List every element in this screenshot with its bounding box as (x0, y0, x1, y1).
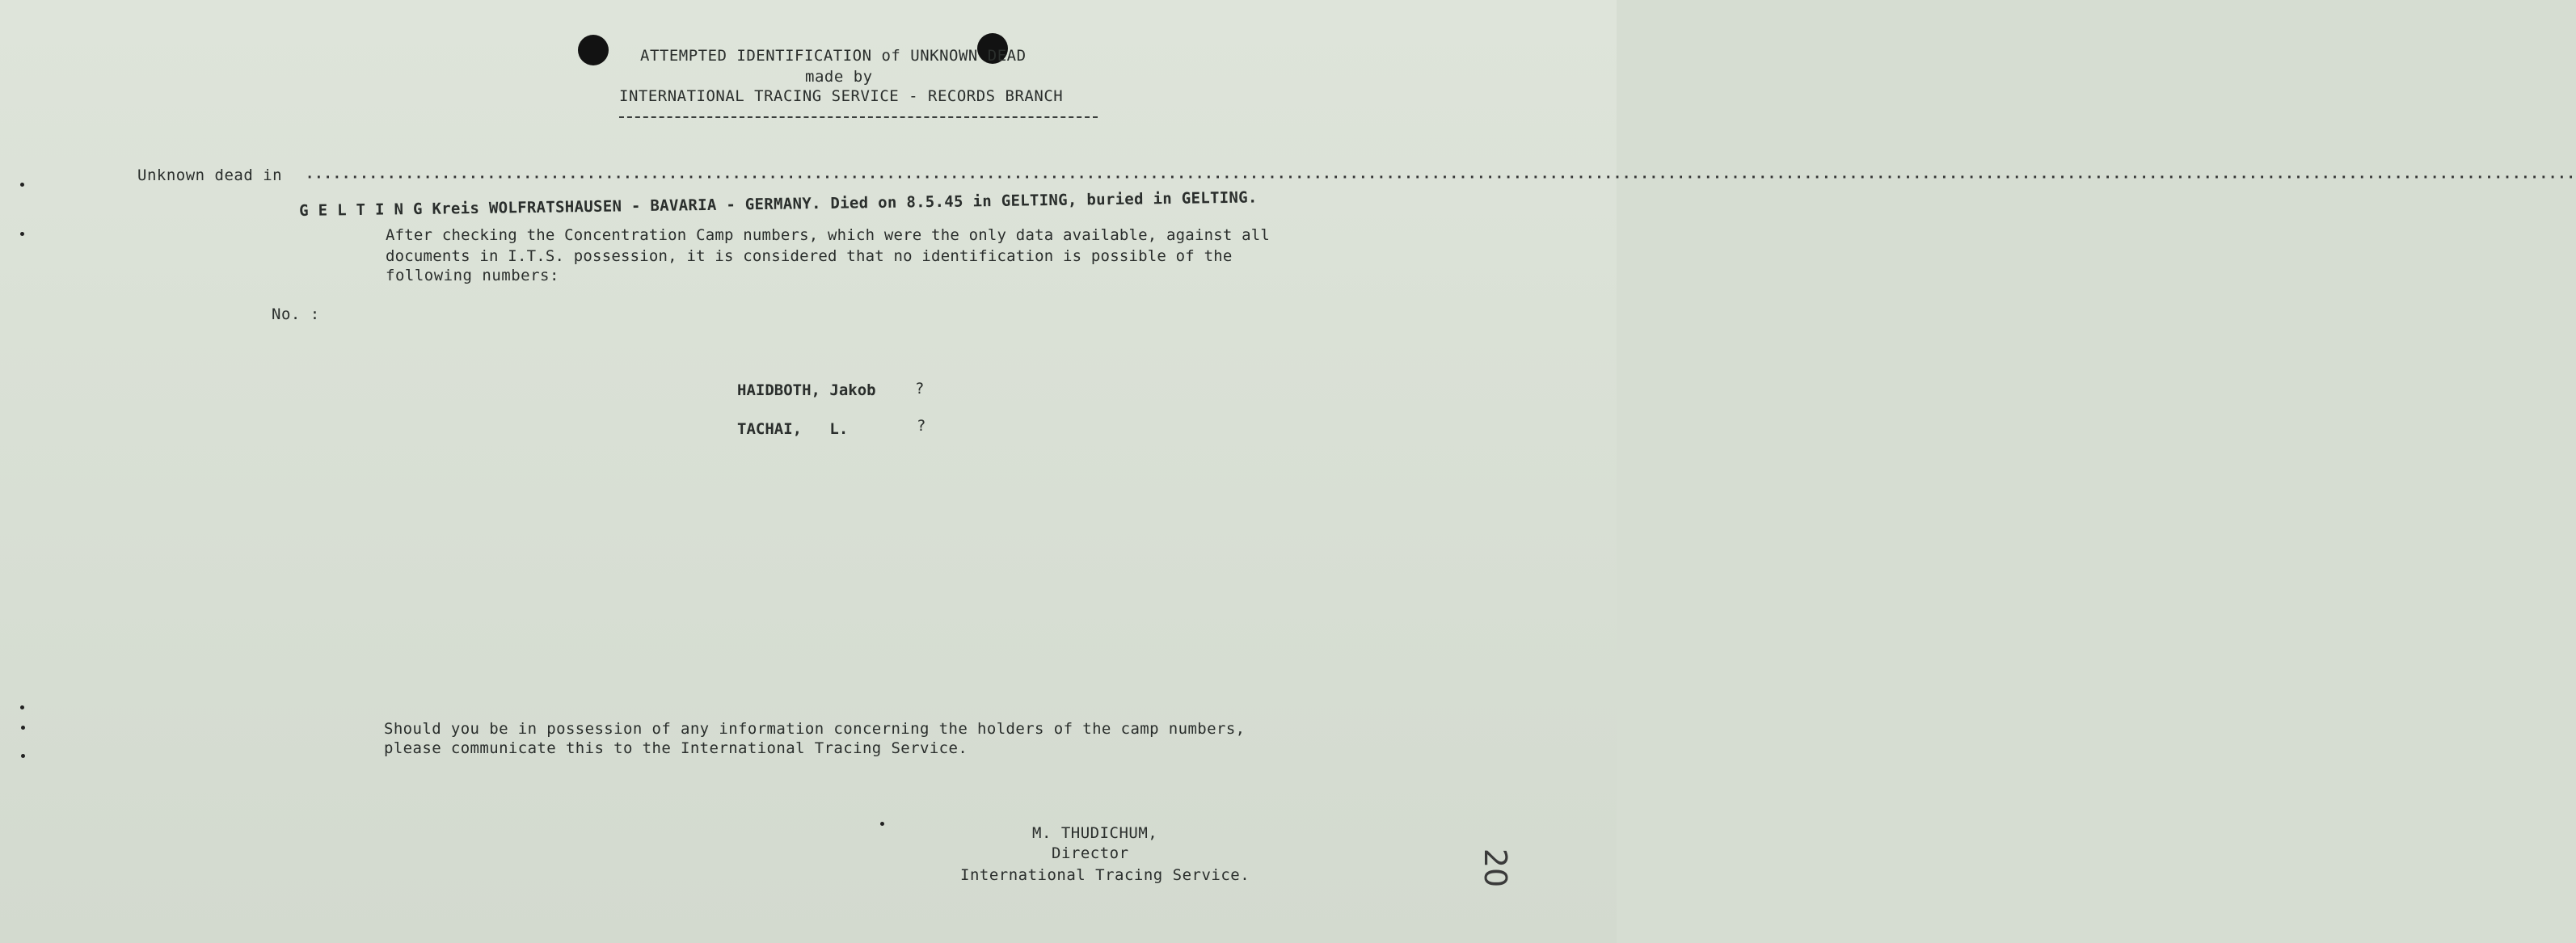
body-line-1: After checking the Concentration Camp numbers, which were the only data available, against all (386, 226, 1271, 244)
entry-name-1: HAIDBOTH, Jakob (737, 381, 876, 399)
dotted-leader: ·························································································································································································································································· (306, 170, 2576, 186)
signature-name: M. THUDICHUM, (1032, 824, 1158, 842)
entry-mark-1: ? (915, 380, 925, 398)
margin-mark (20, 705, 24, 709)
margin-mark (20, 183, 24, 187)
header-subtitle: made by (805, 68, 873, 86)
number-label: No. : (272, 305, 320, 323)
signature-title: Director (1052, 844, 1129, 862)
header-organization: INTERNATIONAL TRACING SERVICE - RECORDS BRANCH (619, 87, 1064, 105)
margin-mark (21, 754, 25, 758)
closing-line-2: please communicate this to the International Tracing Service. (384, 739, 968, 757)
body-line-3: following numbers: (386, 267, 559, 284)
signature-organization: International Tracing Service. (960, 866, 1250, 884)
page-number: 20 (1478, 848, 1514, 888)
margin-mark (880, 822, 884, 826)
unknown-dead-label: Unknown dead in (137, 166, 283, 184)
location-line: G E L T I N G Kreis WOLFRATSHAUSEN - BAVARIA - GERMANY. Died on 8.5.45 in GELTING, buried in GELTING. (299, 188, 1258, 220)
margin-mark (20, 232, 24, 236)
header-title: ATTEMPTED IDENTIFICATION of UNKNOWN DEAD (640, 47, 1027, 65)
body-line-2: documents in I.T.S. possession, it is considered that no identification is possible of the (386, 247, 1233, 265)
punch-hole-left (578, 35, 609, 65)
entry-name-2: TACHAI, L. (737, 420, 849, 438)
entry-mark-2: ? (917, 417, 926, 435)
closing-line-1: Should you be in possession of any information concerning the holders of the camp numbers, (384, 720, 1246, 738)
header-underline (619, 116, 1098, 118)
margin-mark (21, 726, 25, 730)
